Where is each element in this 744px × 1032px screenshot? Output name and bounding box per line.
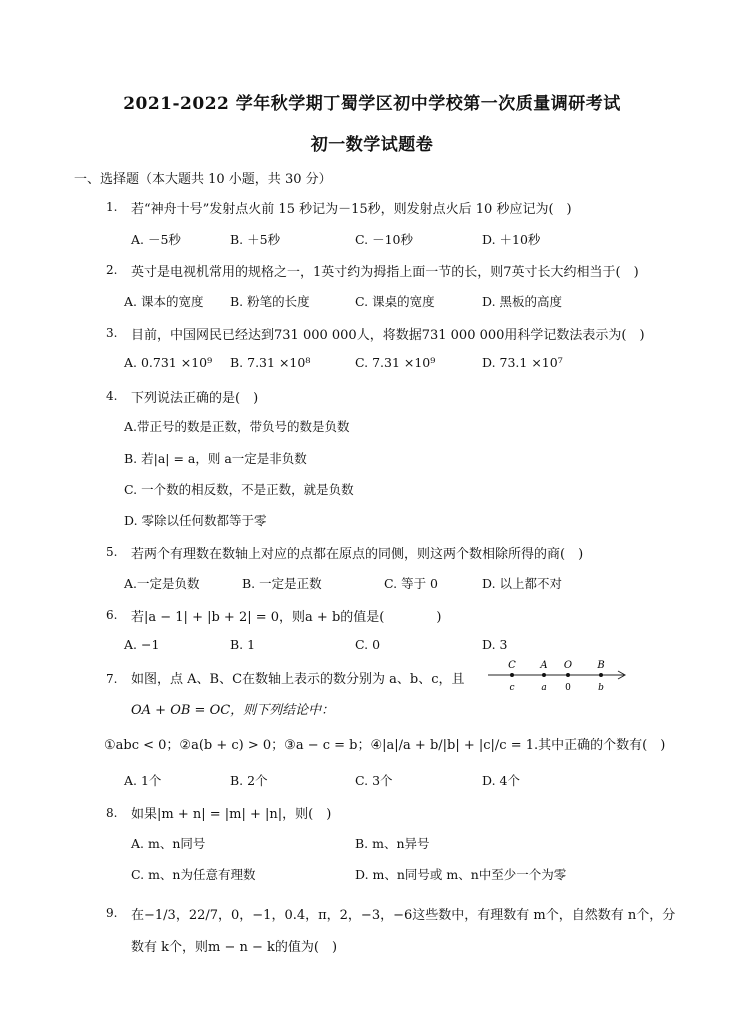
- option-a: A. −1: [124, 637, 160, 652]
- number-line-point-b: [596, 660, 604, 693]
- point-label: C: [508, 660, 516, 671]
- point-value: 0: [565, 683, 571, 693]
- point-label: A: [540, 660, 548, 671]
- question-stem: 如图，点 A、B、C在数轴上表示的数分别为 a、b、c，且: [131, 672, 465, 687]
- point-label: O: [563, 660, 573, 671]
- option-d: D. 3: [482, 637, 508, 652]
- question-number: 4.: [106, 389, 118, 403]
- question-stem: 目前，中国网民已经达到731 000 000人，将数据731 000 000用科学记数法表示为( ): [131, 328, 645, 343]
- question-number: 7.: [106, 672, 118, 686]
- question-stem-line3: ①abc < 0；②a(b + c) > 0；③a − c = b；④|a|/a + b/|b| + |c|/c = 1.其中正确的个数有( ): [104, 738, 666, 753]
- exam-title: 2021-2022 学年秋学期丁蜀学区初中学校第一次质量调研考试: [123, 94, 621, 114]
- option-b: B. 若|a| = a，则 a一定是非负数: [124, 451, 307, 466]
- option-c: C. 等于 0: [384, 576, 438, 591]
- option-d: D. 黑板的高度: [482, 294, 563, 309]
- point-value: b: [598, 683, 604, 693]
- question-number: 9.: [106, 906, 118, 920]
- option-d: D. 4个: [482, 773, 520, 788]
- option-c: C. m、n为任意有理数: [131, 867, 256, 882]
- option-a: A. －5秒: [131, 232, 181, 247]
- question-stem: 在−1/3，22/7，0，−1，0.4，π，2，−3，−6这些数中，有理数有 m个，自然数有 n个，分: [131, 908, 676, 923]
- question-number: 5.: [106, 545, 118, 559]
- option-a: A. 1个: [124, 773, 162, 788]
- point-value: c: [509, 683, 515, 693]
- option-d: D. 以上都不对: [482, 576, 563, 591]
- exam-subtitle: 初一数学试题卷: [310, 135, 434, 155]
- number-line-point-a: [539, 660, 547, 693]
- option-c: C. 7.31 ×10⁹: [355, 355, 436, 370]
- option-b: B. 2个: [230, 773, 268, 788]
- question-stem: 若两个有理数在数轴上对应的点都在原点的同侧，则这两个数相除所得的商( ): [131, 547, 584, 562]
- option-a: A. 0.731 ×10⁹: [124, 355, 213, 370]
- question-stem: 下列说法正确的是( ): [131, 391, 259, 406]
- option-d: D. ＋10秒: [482, 232, 541, 247]
- option-b: B. 1: [230, 637, 256, 652]
- question-number: 2.: [106, 263, 118, 277]
- question-stem: 英寸是电视机常用的规格之一，1英寸约为拇指上面一节的长，则7英寸长大约相当于( ): [131, 265, 639, 280]
- option-d: D. 零除以任何数都等于零: [124, 513, 267, 528]
- question-number: 3.: [106, 326, 118, 340]
- number-line-figure: [484, 658, 634, 694]
- question-stem-line2: OA + OB = OC，则下列结论中：: [131, 703, 335, 718]
- option-c: C. 一个数的相反数，不是正数，就是负数: [124, 482, 354, 497]
- question-stem: 如果|m + n| = |m| + |n|，则( ): [131, 807, 332, 822]
- question-stem-line2: 数有 k个，则m − n − k的值为( ): [131, 940, 338, 955]
- number-line-point-c: [508, 660, 516, 693]
- option-d: D. m、n同号或 m、n中至少一个为零: [355, 867, 567, 882]
- option-b: B. 一定是正数: [242, 576, 322, 591]
- option-c: C. 0: [355, 637, 381, 652]
- option-a: A. 课本的宽度: [124, 294, 204, 309]
- question-stem: 若|a − 1| + |b + 2| = 0，则a + b的值是( ): [131, 610, 442, 625]
- section-heading: 一、选择题（本大题共 10 小题，共 30 分）: [74, 172, 332, 187]
- option-c: C. 课桌的宽度: [355, 294, 435, 309]
- option-d: D. 73.1 ×10⁷: [482, 355, 563, 370]
- number-line-point-o: [564, 660, 572, 693]
- option-c: C. 3个: [355, 773, 393, 788]
- option-b: B. 7.31 ×10⁸: [230, 355, 311, 370]
- option-b: B. 粉笔的长度: [230, 294, 310, 309]
- option-a: A.一定是负数: [124, 576, 200, 591]
- point-value: a: [541, 683, 547, 693]
- option-b: B. m、n异号: [355, 836, 430, 851]
- point-label: B: [597, 660, 605, 671]
- option-a: A. m、n同号: [131, 836, 206, 851]
- option-a: A.带正号的数是正数，带负号的数是负数: [124, 419, 350, 434]
- question-number: 6.: [106, 608, 118, 622]
- question-stem: 若“神舟十号”发射点火前 15 秒记为－15秒，则发射点火后 10 秒应记为( ): [131, 202, 572, 217]
- option-c: C. －10秒: [355, 232, 413, 247]
- option-b: B. ＋5秒: [230, 232, 281, 247]
- question-number: 8.: [106, 806, 118, 820]
- question-number: 1.: [106, 200, 118, 214]
